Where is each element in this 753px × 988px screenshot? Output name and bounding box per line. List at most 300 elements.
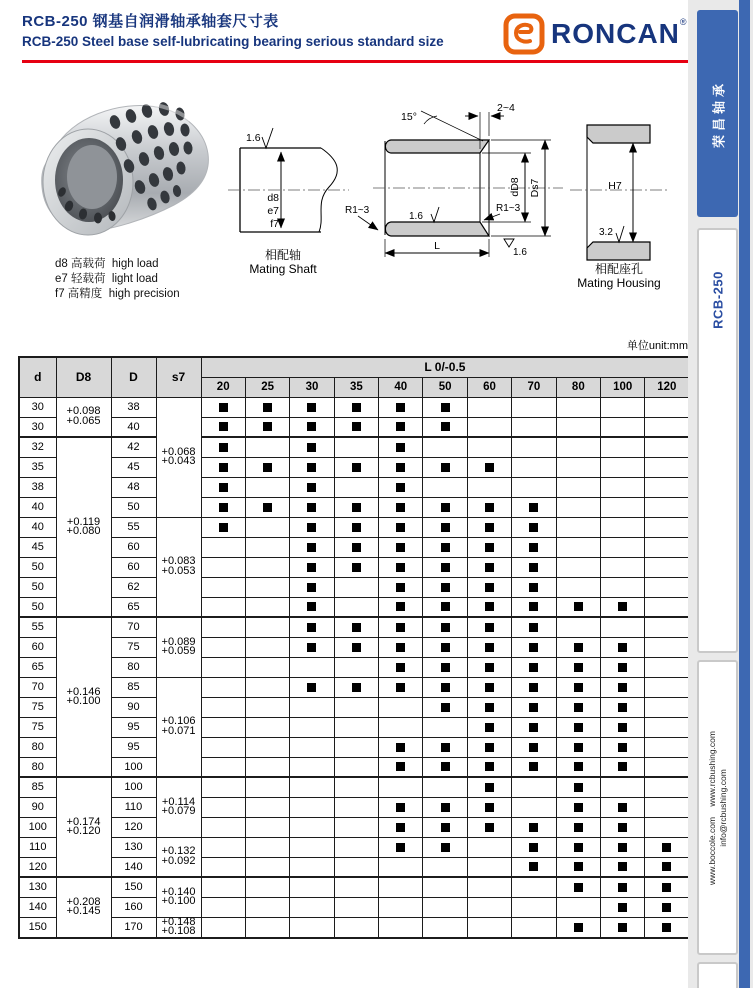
length-availability-cell bbox=[556, 417, 600, 437]
length-availability-cell bbox=[645, 577, 689, 597]
length-availability-cell bbox=[245, 637, 289, 657]
table-row bbox=[19, 397, 689, 417]
length-availability-cell bbox=[601, 437, 645, 457]
d-value-cell: 50 bbox=[19, 577, 56, 597]
length-availability-cell bbox=[290, 617, 334, 637]
length-availability-cell bbox=[423, 477, 467, 497]
D-value-cell: 95 bbox=[111, 737, 156, 757]
col-header-D: D bbox=[111, 357, 156, 397]
length-availability-cell bbox=[334, 477, 378, 497]
chamfer-length-label: 2~4 bbox=[497, 102, 515, 114]
length-availability-cell bbox=[379, 877, 423, 897]
length-availability-cell bbox=[556, 397, 600, 417]
length-availability-cell bbox=[379, 677, 423, 697]
length-availability-cell bbox=[467, 657, 511, 677]
length-availability-cell bbox=[201, 697, 245, 717]
length-availability-cell bbox=[467, 897, 511, 917]
legend-line: d8 高载荷 high load bbox=[55, 258, 159, 270]
length-availability-cell bbox=[645, 757, 689, 777]
length-availability-cell bbox=[290, 697, 334, 717]
length-availability-cell bbox=[201, 657, 245, 677]
availability-square bbox=[574, 783, 583, 792]
length-availability-cell bbox=[512, 637, 556, 657]
length-availability-cell bbox=[290, 737, 334, 757]
length-availability-cell bbox=[467, 917, 511, 938]
length-availability-cell bbox=[601, 757, 645, 777]
availability-square bbox=[529, 543, 538, 552]
d-value-cell: 30 bbox=[19, 417, 56, 437]
availability-square bbox=[618, 602, 627, 611]
length-availability-cell bbox=[645, 597, 689, 617]
length-availability-cell bbox=[467, 497, 511, 517]
length-availability-cell bbox=[245, 477, 289, 497]
general-roughness-value: 1.6 bbox=[513, 247, 527, 258]
length-availability-cell bbox=[512, 517, 556, 537]
length-availability-cell bbox=[423, 637, 467, 657]
d-value-cell: 55 bbox=[19, 617, 56, 637]
bore-dim-label: dD8 bbox=[509, 177, 521, 197]
length-availability-cell bbox=[601, 457, 645, 477]
length-availability-cell bbox=[556, 757, 600, 777]
length-availability-cell bbox=[423, 797, 467, 817]
availability-square bbox=[574, 862, 583, 871]
availability-square bbox=[662, 843, 671, 852]
table-row bbox=[19, 597, 689, 617]
availability-square bbox=[441, 643, 450, 652]
D-value-cell: 170 bbox=[111, 917, 156, 938]
length-availability-cell bbox=[645, 477, 689, 497]
length-availability-cell bbox=[645, 837, 689, 857]
availability-square bbox=[574, 923, 583, 932]
length-availability-cell bbox=[290, 457, 334, 477]
length-availability-cell bbox=[645, 857, 689, 877]
D-value-cell: 140 bbox=[111, 857, 156, 877]
legend-line: e7 轻载荷 light load bbox=[55, 273, 158, 285]
availability-square bbox=[574, 762, 583, 771]
length-availability-cell bbox=[379, 557, 423, 577]
length-availability-cell bbox=[556, 497, 600, 517]
length-availability-cell bbox=[423, 617, 467, 637]
length-availability-cell bbox=[201, 597, 245, 617]
availability-square bbox=[307, 463, 316, 472]
length-availability-cell bbox=[290, 497, 334, 517]
length-availability-cell bbox=[645, 917, 689, 938]
brand-logo bbox=[503, 13, 687, 55]
length-availability-cell bbox=[201, 717, 245, 737]
length-availability-cell bbox=[290, 837, 334, 857]
availability-square bbox=[485, 503, 494, 512]
availability-square bbox=[441, 803, 450, 812]
D-value-cell: 130 bbox=[111, 837, 156, 857]
availability-square bbox=[529, 643, 538, 652]
availability-square bbox=[574, 683, 583, 692]
availability-square bbox=[441, 623, 450, 632]
table-row bbox=[19, 617, 689, 637]
length-availability-cell bbox=[423, 657, 467, 677]
fit-legend bbox=[55, 257, 180, 302]
d-value-cell: 35 bbox=[19, 457, 56, 477]
length-availability-cell bbox=[290, 717, 334, 737]
availability-square bbox=[662, 923, 671, 932]
availability-square bbox=[396, 762, 405, 771]
length-availability-cell bbox=[601, 857, 645, 877]
availability-square bbox=[485, 703, 494, 712]
availability-square bbox=[441, 563, 450, 572]
d-value-cell: 120 bbox=[19, 857, 56, 877]
length-availability-cell bbox=[601, 417, 645, 437]
length-availability-cell bbox=[423, 757, 467, 777]
availability-square bbox=[529, 563, 538, 572]
availability-square bbox=[441, 823, 450, 832]
D-value-cell: 45 bbox=[111, 457, 156, 477]
length-availability-cell bbox=[512, 697, 556, 717]
D-value-cell: 38 bbox=[111, 397, 156, 417]
length-availability-cell bbox=[512, 737, 556, 757]
length-availability-cell bbox=[290, 517, 334, 537]
housing-fit-label: H7 bbox=[608, 180, 622, 192]
length-availability-cell bbox=[334, 417, 378, 437]
length-availability-cell bbox=[290, 657, 334, 677]
length-availability-cell bbox=[512, 597, 556, 617]
availability-square bbox=[396, 463, 405, 472]
length-availability-cell bbox=[201, 437, 245, 457]
availability-square bbox=[485, 563, 494, 572]
length-availability-cell bbox=[512, 837, 556, 857]
length-availability-cell bbox=[601, 717, 645, 737]
availability-square bbox=[485, 463, 494, 472]
length-availability-cell bbox=[201, 917, 245, 938]
length-size-header: 25 bbox=[245, 377, 289, 397]
roughness-icon bbox=[262, 128, 273, 148]
length-availability-cell bbox=[334, 557, 378, 577]
availability-square bbox=[352, 623, 361, 632]
length-availability-cell bbox=[379, 757, 423, 777]
table-row bbox=[19, 437, 689, 457]
length-availability-cell bbox=[645, 737, 689, 757]
availability-square bbox=[441, 403, 450, 412]
d-value-cell: 40 bbox=[19, 517, 56, 537]
length-availability-cell bbox=[334, 597, 378, 617]
length-availability-cell bbox=[467, 857, 511, 877]
availability-square bbox=[485, 723, 494, 732]
length-availability-cell bbox=[467, 737, 511, 757]
length-availability-cell bbox=[423, 697, 467, 717]
length-availability-cell bbox=[201, 857, 245, 877]
length-availability-cell bbox=[201, 397, 245, 417]
D-value-cell: 50 bbox=[111, 497, 156, 517]
s7-tolerance-cell: +0.106 +0.071 bbox=[156, 677, 201, 777]
length-availability-cell bbox=[601, 657, 645, 677]
length-availability-cell bbox=[290, 677, 334, 697]
length-availability-cell bbox=[201, 497, 245, 517]
d-value-cell: 140 bbox=[19, 897, 56, 917]
length-availability-cell bbox=[334, 737, 378, 757]
length-availability-cell bbox=[512, 777, 556, 797]
table-row bbox=[19, 477, 689, 497]
length-availability-cell bbox=[379, 477, 423, 497]
length-availability-cell bbox=[423, 577, 467, 597]
table-row bbox=[19, 637, 689, 657]
availability-square bbox=[219, 422, 228, 431]
length-availability-cell bbox=[379, 737, 423, 757]
length-availability-cell bbox=[601, 577, 645, 597]
length-availability-cell bbox=[423, 677, 467, 697]
length-availability-cell bbox=[245, 417, 289, 437]
D-value-cell: 95 bbox=[111, 717, 156, 737]
table-row bbox=[19, 457, 689, 477]
length-availability-cell bbox=[201, 457, 245, 477]
sidebar-series-label: RCB-250 bbox=[710, 271, 725, 329]
length-availability-cell bbox=[556, 437, 600, 457]
roughness-icon bbox=[616, 226, 624, 242]
table-row bbox=[19, 577, 689, 597]
length-availability-cell bbox=[423, 917, 467, 938]
housing-caption-zh: 相配座孔 bbox=[594, 262, 644, 276]
D-value-cell: 100 bbox=[111, 777, 156, 797]
availability-square bbox=[485, 762, 494, 771]
length-availability-cell bbox=[467, 697, 511, 717]
table-row bbox=[19, 897, 689, 917]
length-availability-cell bbox=[201, 417, 245, 437]
D-value-cell: 40 bbox=[111, 417, 156, 437]
availability-square bbox=[396, 803, 405, 812]
legend-line: f7 高精度 high precision bbox=[55, 288, 180, 300]
length-availability-cell bbox=[334, 897, 378, 917]
availability-square bbox=[219, 463, 228, 472]
length-availability-cell bbox=[556, 737, 600, 757]
length-availability-cell bbox=[245, 917, 289, 938]
availability-square bbox=[441, 602, 450, 611]
length-availability-cell bbox=[423, 417, 467, 437]
length-availability-cell bbox=[290, 477, 334, 497]
length-availability-cell bbox=[379, 837, 423, 857]
length-availability-cell bbox=[645, 637, 689, 657]
availability-square bbox=[529, 703, 538, 712]
length-availability-cell bbox=[601, 597, 645, 617]
availability-square bbox=[396, 422, 405, 431]
length-availability-cell bbox=[512, 537, 556, 557]
table-row bbox=[19, 537, 689, 557]
length-availability-cell bbox=[379, 597, 423, 617]
length-availability-cell bbox=[379, 897, 423, 917]
length-availability-cell bbox=[467, 777, 511, 797]
availability-square bbox=[662, 862, 671, 871]
d-value-cell: 85 bbox=[19, 777, 56, 797]
length-availability-cell bbox=[201, 837, 245, 857]
length-availability-cell bbox=[601, 517, 645, 537]
length-availability-cell bbox=[423, 397, 467, 417]
length-availability-cell bbox=[601, 477, 645, 497]
length-availability-cell bbox=[290, 857, 334, 877]
availability-square bbox=[307, 503, 316, 512]
length-availability-cell bbox=[201, 557, 245, 577]
table-row bbox=[19, 857, 689, 877]
length-availability-cell bbox=[379, 457, 423, 477]
length-availability-cell bbox=[290, 917, 334, 938]
length-availability-cell bbox=[245, 657, 289, 677]
s7-tolerance-cell: +0.140 +0.100 bbox=[156, 877, 201, 917]
availability-square bbox=[441, 422, 450, 431]
availability-square bbox=[441, 683, 450, 692]
availability-square bbox=[396, 643, 405, 652]
length-availability-cell bbox=[512, 757, 556, 777]
availability-square bbox=[307, 643, 316, 652]
d-value-cell: 50 bbox=[19, 557, 56, 577]
table-row bbox=[19, 877, 689, 897]
length-availability-cell bbox=[290, 577, 334, 597]
sidebar-websites: www.boccole.com www.rcbushing.com bbox=[706, 730, 717, 885]
availability-square bbox=[396, 483, 405, 492]
length-availability-cell bbox=[556, 777, 600, 797]
length-availability-cell bbox=[601, 617, 645, 637]
availability-square bbox=[485, 643, 494, 652]
availability-square bbox=[574, 663, 583, 672]
d-value-cell: 80 bbox=[19, 757, 56, 777]
d-value-cell: 100 bbox=[19, 817, 56, 837]
length-availability-cell bbox=[245, 777, 289, 797]
table-row bbox=[19, 697, 689, 717]
availability-square bbox=[441, 743, 450, 752]
table-row bbox=[19, 657, 689, 677]
d-value-cell: 50 bbox=[19, 597, 56, 617]
length-availability-cell bbox=[645, 657, 689, 677]
bore-roughness-value: 1.6 bbox=[409, 211, 423, 222]
length-availability-cell bbox=[467, 437, 511, 457]
availability-square bbox=[618, 663, 627, 672]
length-availability-cell bbox=[512, 557, 556, 577]
length-availability-cell bbox=[245, 537, 289, 557]
length-availability-cell bbox=[601, 837, 645, 857]
availability-square bbox=[352, 563, 361, 572]
availability-square bbox=[441, 583, 450, 592]
length-availability-cell bbox=[334, 657, 378, 677]
roughness-icon bbox=[431, 207, 439, 222]
availability-square bbox=[618, 643, 627, 652]
length-availability-cell bbox=[245, 757, 289, 777]
length-availability-cell bbox=[601, 777, 645, 797]
availability-square bbox=[485, 743, 494, 752]
length-availability-cell bbox=[334, 637, 378, 657]
length-availability-cell bbox=[201, 897, 245, 917]
length-availability-cell bbox=[467, 717, 511, 737]
length-availability-cell bbox=[334, 457, 378, 477]
length-availability-cell bbox=[379, 417, 423, 437]
roughness-triangle-icon bbox=[504, 239, 514, 247]
brand-name: RONCAN bbox=[551, 18, 680, 49]
length-availability-cell bbox=[245, 517, 289, 537]
length-availability-cell bbox=[601, 877, 645, 897]
availability-square bbox=[307, 443, 316, 452]
d8-tolerance-cell: +0.208 +0.145 bbox=[56, 877, 111, 938]
availability-square bbox=[574, 703, 583, 712]
length-availability-cell bbox=[379, 657, 423, 677]
length-size-header: 35 bbox=[334, 377, 378, 397]
table-row bbox=[19, 557, 689, 577]
length-availability-cell bbox=[245, 437, 289, 457]
s7-tolerance-cell: +0.132 +0.092 bbox=[156, 837, 201, 877]
availability-square bbox=[574, 643, 583, 652]
sidebar-tab-series bbox=[697, 228, 738, 653]
length-availability-cell bbox=[512, 497, 556, 517]
availability-square bbox=[574, 843, 583, 852]
table-row bbox=[19, 817, 689, 837]
length-availability-cell bbox=[645, 497, 689, 517]
d-value-cell: 110 bbox=[19, 837, 56, 857]
availability-square bbox=[485, 683, 494, 692]
length-availability-cell bbox=[423, 597, 467, 617]
D-value-cell: 120 bbox=[111, 817, 156, 837]
availability-square bbox=[574, 803, 583, 812]
length-availability-cell bbox=[645, 437, 689, 457]
length-availability-cell bbox=[423, 557, 467, 577]
length-availability-cell bbox=[556, 877, 600, 897]
col-header-D8: D8 bbox=[56, 357, 111, 397]
availability-square bbox=[396, 823, 405, 832]
length-availability-cell bbox=[379, 577, 423, 597]
availability-square bbox=[529, 683, 538, 692]
length-availability-cell bbox=[201, 877, 245, 897]
col-header-s7: s7 bbox=[156, 357, 201, 397]
length-availability-cell bbox=[512, 677, 556, 697]
availability-square bbox=[307, 623, 316, 632]
D-value-cell: 70 bbox=[111, 617, 156, 637]
length-availability-cell bbox=[423, 877, 467, 897]
mating-housing-drawing bbox=[570, 125, 667, 290]
length-availability-cell bbox=[645, 697, 689, 717]
length-size-header: 70 bbox=[512, 377, 556, 397]
length-size-header: 20 bbox=[201, 377, 245, 397]
availability-square bbox=[307, 602, 316, 611]
d-value-cell: 32 bbox=[19, 437, 56, 457]
s7-tolerance-cell: +0.068 +0.043 bbox=[156, 397, 201, 517]
bearing-photo bbox=[25, 92, 220, 257]
availability-square bbox=[396, 602, 405, 611]
length-availability-cell bbox=[379, 637, 423, 657]
length-availability-cell bbox=[556, 897, 600, 917]
d-value-cell: 30 bbox=[19, 397, 56, 417]
availability-square bbox=[485, 783, 494, 792]
length-availability-cell bbox=[379, 497, 423, 517]
length-availability-cell bbox=[645, 417, 689, 437]
table-row bbox=[19, 737, 689, 757]
availability-square bbox=[485, 803, 494, 812]
length-availability-cell bbox=[334, 857, 378, 877]
length-availability-cell bbox=[334, 797, 378, 817]
D-value-cell: 85 bbox=[111, 677, 156, 697]
d8-tolerance-cell: +0.119 +0.080 bbox=[56, 437, 111, 617]
length-availability-cell bbox=[334, 617, 378, 637]
availability-square bbox=[396, 543, 405, 552]
availability-square bbox=[441, 503, 450, 512]
length-availability-cell bbox=[201, 617, 245, 637]
length-availability-cell bbox=[245, 677, 289, 697]
length-availability-cell bbox=[556, 817, 600, 837]
availability-square bbox=[307, 483, 316, 492]
length-availability-cell bbox=[245, 557, 289, 577]
length-availability-cell bbox=[334, 517, 378, 537]
availability-square bbox=[485, 602, 494, 611]
sidebar-edge-bar bbox=[739, 0, 750, 988]
length-availability-cell bbox=[201, 817, 245, 837]
d8-tolerance-cell: +0.098 +0.065 bbox=[56, 397, 111, 437]
length-availability-cell bbox=[467, 597, 511, 617]
availability-square bbox=[396, 503, 405, 512]
length-availability-cell bbox=[290, 557, 334, 577]
length-availability-cell bbox=[512, 617, 556, 637]
length-availability-cell bbox=[556, 837, 600, 857]
length-availability-cell bbox=[601, 497, 645, 517]
length-availability-cell bbox=[245, 737, 289, 757]
